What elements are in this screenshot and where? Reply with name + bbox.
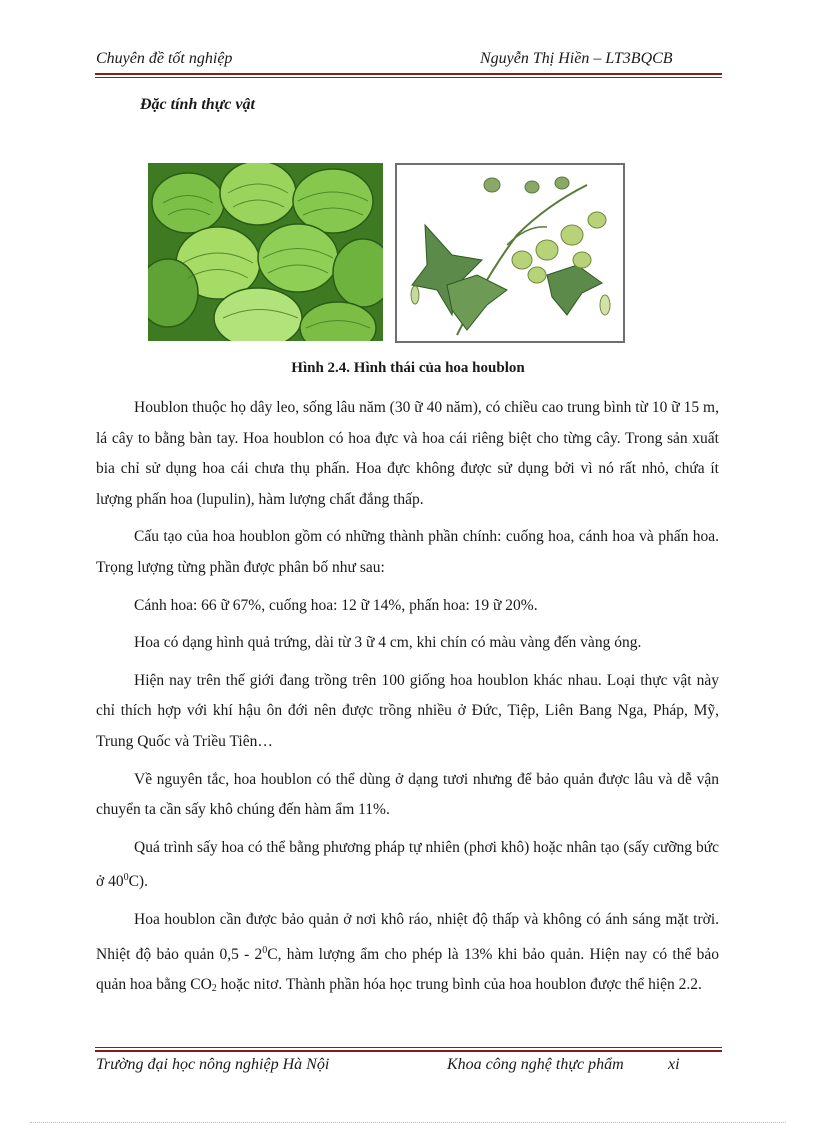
degree-sup: 0 [123, 872, 129, 884]
p8-text-c: hoặc nitơ. Thành phần hóa học trung bình của hoa houblon được thể hiện 2.2. [216, 976, 702, 994]
page-number: xi [668, 1056, 680, 1073]
header-rule [95, 73, 722, 78]
p8-text-a: Hoa houblon cần được bảo quản ở nơi khô ráo, nhiệt độ thấp và không có ánh sáng mặt trời. Nhiệt độ bảo quản 0,5 - 2 [96, 910, 719, 963]
header-left-title: Chuyên đề tốt nghiệp [96, 50, 233, 67]
paragraph-6: Về nguyên tắc, hoa houblon có thể dùng ở dạng tươi nhưng để bảo quản được lâu và dễ vận chuyển ta cần sấy khô chúng đến hàm ẩm 11%. [96, 770, 719, 819]
footer-faculty: Khoa công nghệ thực phẩm [447, 1056, 624, 1073]
p8-text-b: C, hàm lượng ẩm cho phép là 13% khi bảo quản. Hiện nay có thể bảo quản hoa bằng CO [96, 945, 720, 994]
hop-plant-botanical-illustration [395, 163, 625, 343]
header-right-author: Nguyễn Thị Hiền – LT3BQCB [480, 50, 673, 67]
paragraph-7 [96, 833, 719, 898]
paragraph-5: Hiện nay trên thế giới đang trồng trên 100 giống hoa houblon khác nhau. Loại thực vật này chỉ thích hợp với khí hậu ôn đới nên được trồng nhiều ở Đức, Tiệp, Liên Bang Nga, Pháp, Mỹ, Trung Quốc và Triều Tiên… [96, 671, 719, 750]
paragraph-1: Houblon thuộc họ dây leo, sống lâu năm (30 ữ 40 năm), có chiều cao trung bình từ 10 ữ 15 m, lá cây to bằng bàn tay. Hoa houblon có hoa đực và hoa cái riêng biệt cho từng cây. Trong sản xuất bia chỉ sử dụng hoa cái chưa thụ phấn. Hoa đực không được sử dụng bởi vì nó rất nhỏ, chứa ít lượng phấn hoa (lupulin), hàm lượng chất đắng thấp. [96, 399, 719, 508]
p7-text: Quá trình sấy hoa có thể bằng phương pháp tự nhiên (phơi khô) hoặc nhân tạo (sấy cưỡng bức ở 40 [96, 838, 719, 891]
paragraph-8 [96, 905, 719, 1005]
body-text [96, 393, 719, 1012]
hop-cones-photo [148, 163, 383, 341]
paragraph-2: Cấu tạo của hoa houblon gồm có những thành phần chính: cuống hoa, cánh hoa và phấn hoa. Trọng lượng từng phần được phân bố như sau: [96, 528, 719, 576]
footer-rule [95, 1047, 722, 1052]
paragraph-3: Cánh hoa: 66 ữ 67%, cuống hoa: 12 ữ 14%, phấn hoa: 19 ữ 20%. [134, 596, 538, 614]
section-title: Đặc tính thực vật [140, 96, 255, 113]
figure-caption: Hình 2.4. Hình thái của hoa houblon [291, 360, 525, 376]
paragraph-4: Hoa có dạng hình quả trứng, dài từ 3 ữ 4 cm, khi chín có màu vàng đến vàng óng. [134, 634, 642, 652]
degree-sup: 0 [262, 944, 268, 956]
footer-university: Trường đại học nông nghiệp Hà Nội [96, 1056, 330, 1073]
co2-subscript: 2 [211, 983, 217, 995]
p7-text-end: C). [128, 873, 148, 891]
